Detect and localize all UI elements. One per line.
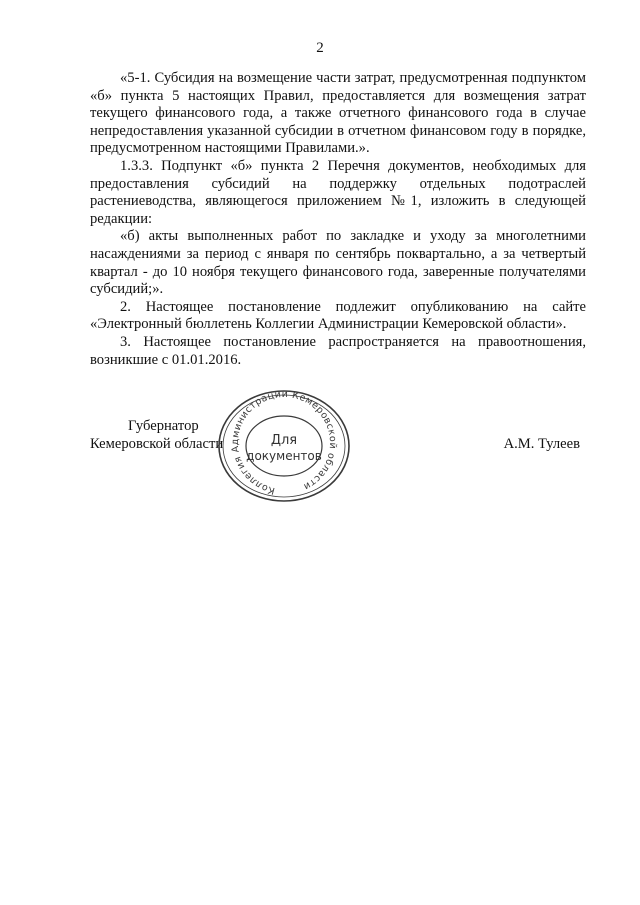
- signatory-name: А.М. Тулеев: [503, 436, 580, 452]
- stamp-center-line-1: Для: [270, 433, 298, 448]
- paragraph-effective-date: 3. Настоящее постановление распространяется на правоотношения, возникшие с 01.01.2016.: [90, 333, 586, 368]
- paragraph-quoted-subpoint-b: «б) акты выполненных работ по закладке и уходу за многолетними насаждениями за период с января по сентябрь поквартально, а за четвертый квартал - до 10 ноября текущего финансового года, заверенные получателями субсидий;».: [90, 228, 586, 298]
- stamp-center-line-2: документов: [246, 449, 322, 463]
- paragraph-amendment-1-3-3: 1.3.3. Подпункт «б» пункта 2 Перечня документов, необходимых для предоставления субсидий на поддержку отдельных подотраслей растениеводства, являющегося приложением №1, изложить в следующей редакции:: [90, 157, 586, 227]
- official-stamp: [215, 388, 353, 504]
- stamp-seal-icon: [215, 388, 353, 504]
- stamp-ring-text: Коллегия Администрации Кемеровской области: [229, 388, 339, 497]
- paragraph-subsidy-clause: «5-1. Субсидия на возмещение части затрат, предусмотренная подпунктом «б» пункта 5 настоящих Правил, предоставляется для возмещения затрат текущего финансового года, а также отчетного финансового года в случае непредоставления указанной субсидии в отчетном финансовом году в порядке, предусмотренном настоящими Правилами.».: [90, 70, 586, 157]
- signatory-region: Кемеровской области: [90, 436, 224, 452]
- page-number: 2: [316, 40, 324, 56]
- document-body: [90, 70, 586, 369]
- signatory-title: Губернатор: [128, 418, 199, 434]
- paragraph-publication: 2. Настоящее постановление подлежит опубликованию на сайте «Электронный бюллетень Коллегии Администрации Кемеровской области».: [90, 298, 586, 333]
